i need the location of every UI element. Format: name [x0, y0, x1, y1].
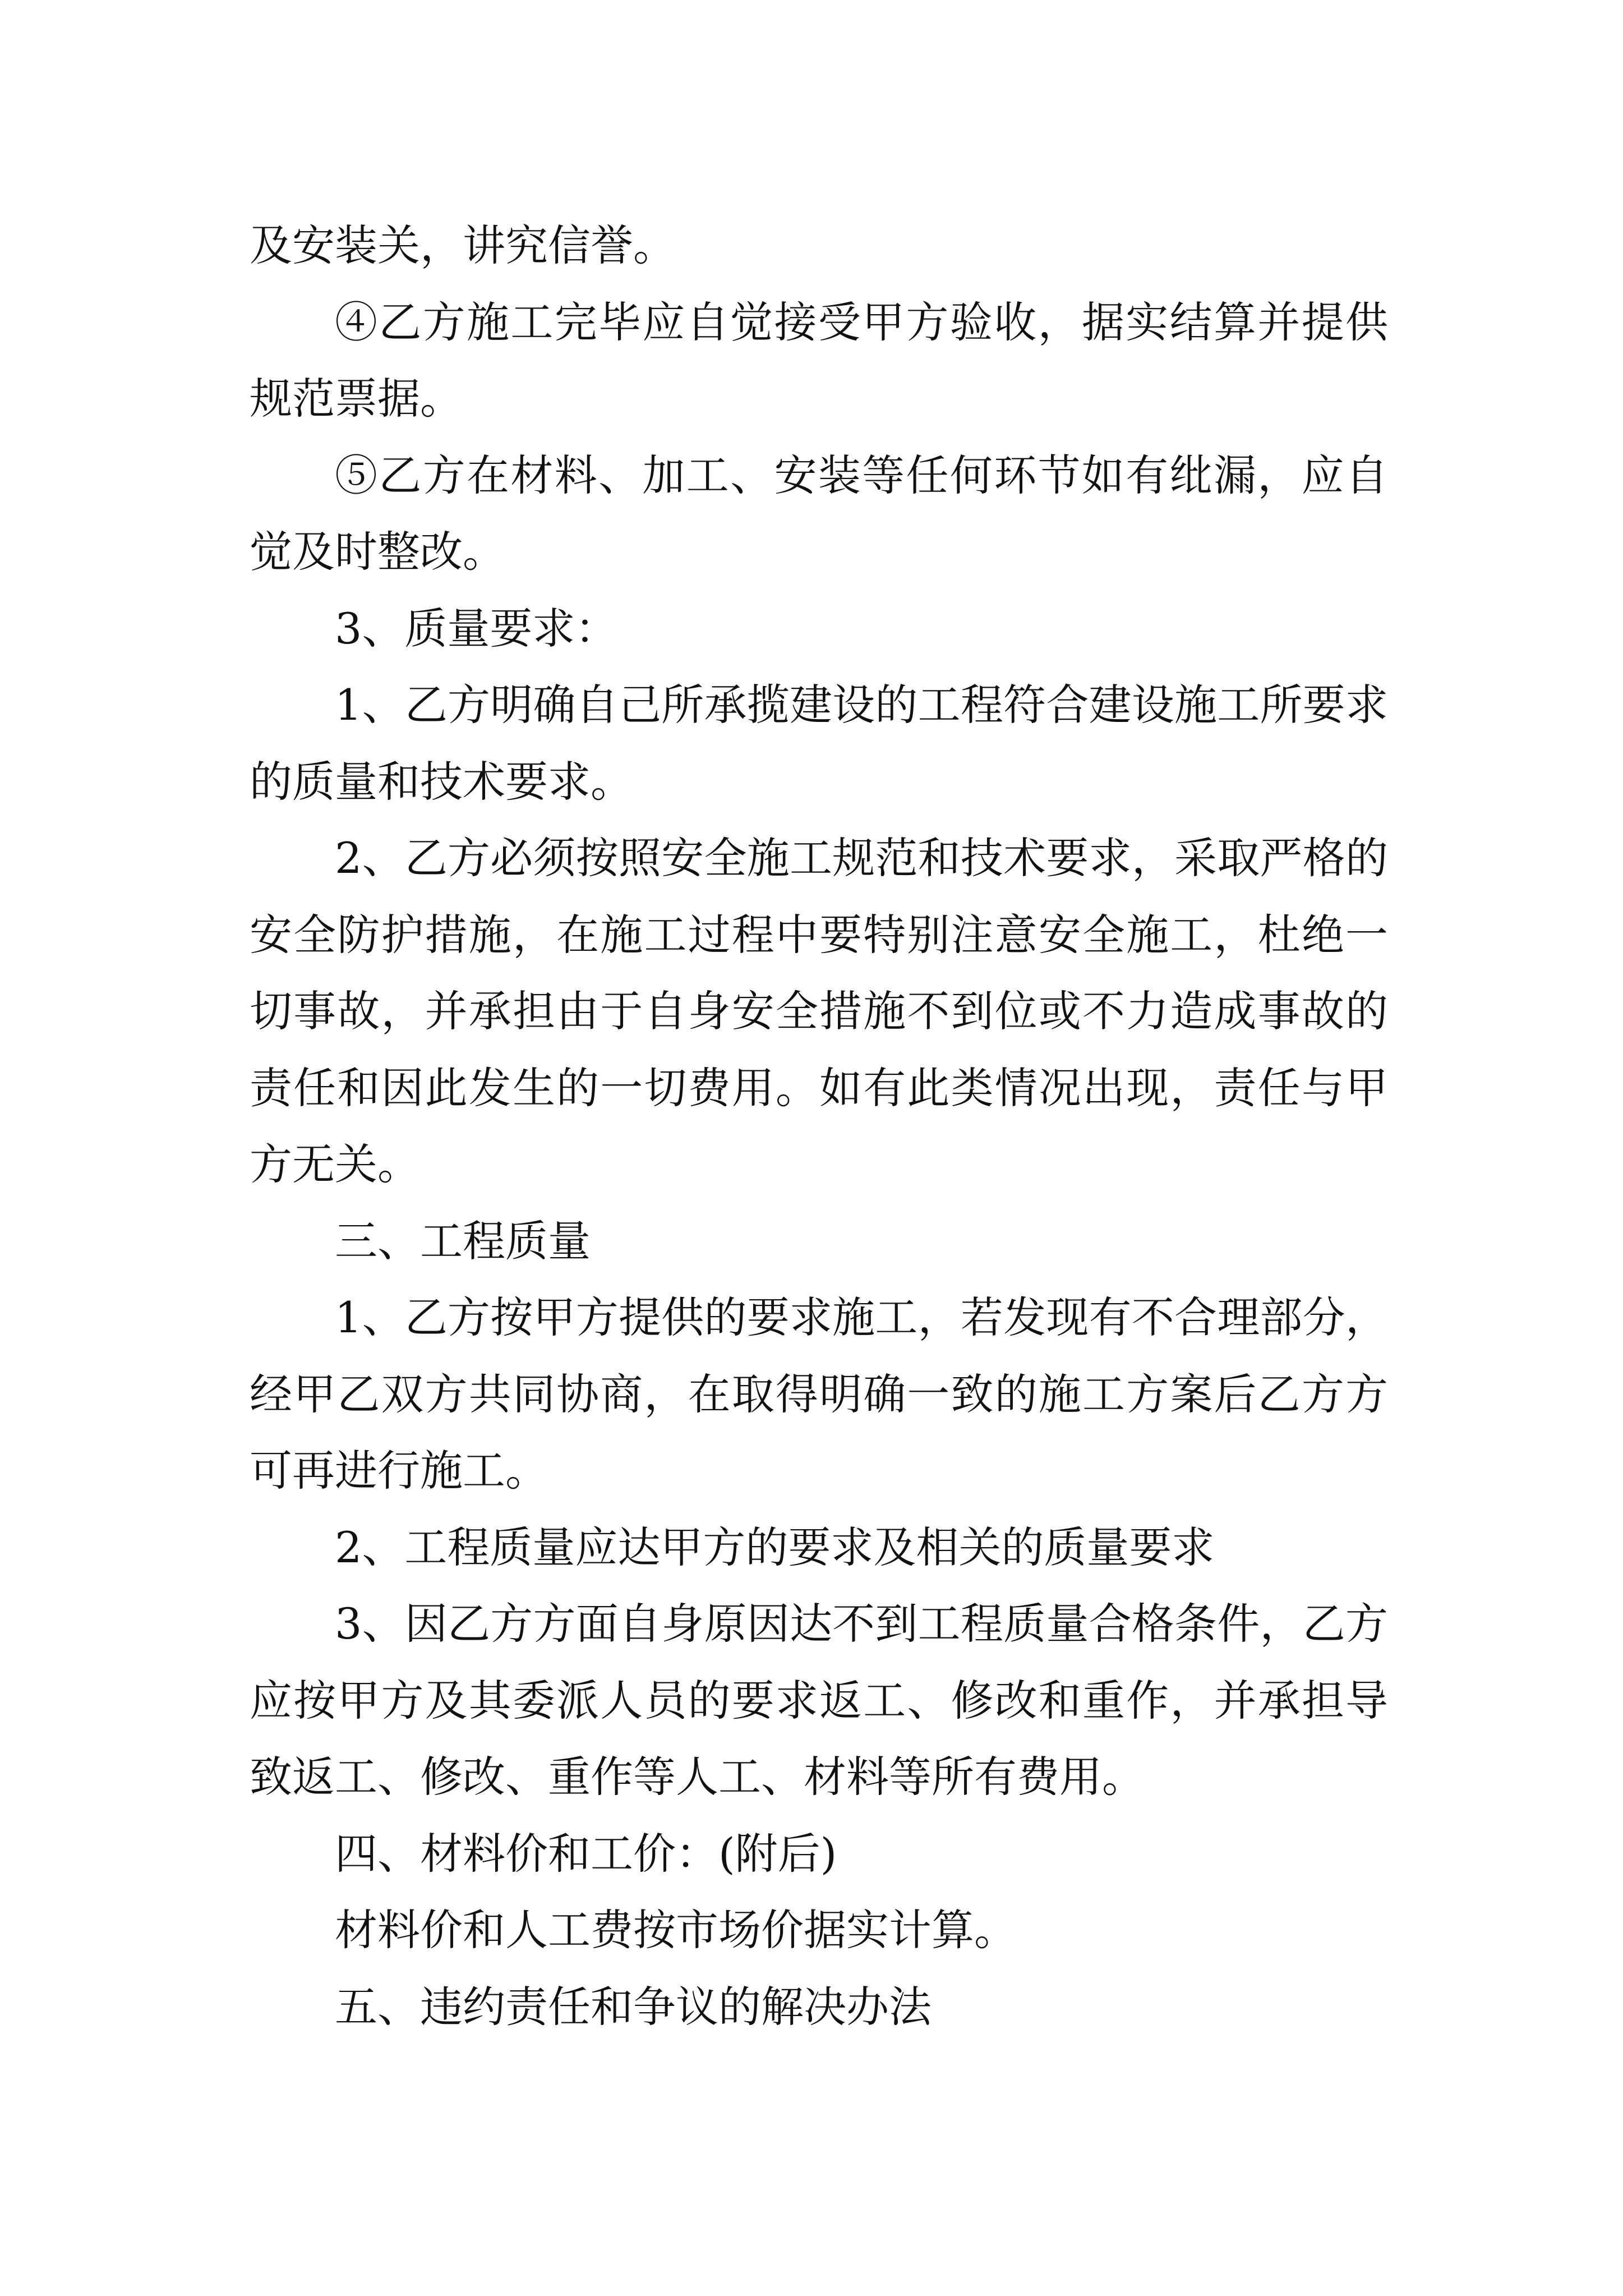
- paragraph-project-quality-3: 3、因乙方方面自身原因达不到工程质量合格条件，乙方应按甲方及其委派人员的要求返工、修改和重作，并承担导致返工、修改、重作等人工、材料等所有费用。: [250, 1599, 1388, 1802]
- paragraph-material-price: 材料价和人工费按市场价据实计算。: [335, 1905, 1017, 1955]
- section-heading-project-quality: 三、工程质量: [335, 1216, 591, 1266]
- section-heading-material-price: 四、材料价和工价：(附后): [335, 1828, 837, 1879]
- section-heading-liability: 五、违约责任和争议的解决办法: [335, 1981, 932, 2032]
- document-body: [250, 208, 1388, 2045]
- paragraph-install-integrity: 及安装关，讲究信誉。: [250, 220, 676, 270]
- paragraph-project-quality-1: 1、乙方按甲方提供的要求施工，若发现有不合理部分，经甲乙双方共同协商，在取得明确一致的施工方案后乙方方可再进行施工。: [250, 1292, 1388, 1496]
- paragraph-item-5-rectification: ⑤乙方在材料、加工、安装等任何环节如有纰漏，应自觉及时整改。: [250, 450, 1388, 577]
- section-heading-quality-requirements: 3、质量要求：: [335, 603, 618, 654]
- paragraph-quality-2-safety: 2、乙方必须按照安全施工规范和技术要求，采取严格的安全防护措施，在施工过程中要特别注意安全施工，杜绝一切事故，并承担由于自身安全措施不到位或不力造成事故的责任和因此发生的一切费用。如有此类情况出现，责任与甲方无关。: [250, 833, 1388, 1189]
- paragraph-quality-1: 1、乙方明确自己所承揽建设的工程符合建设施工所要求的质量和技术要求。: [250, 680, 1388, 807]
- paragraph-item-4-acceptance: ④乙方施工完毕应自觉接受甲方验收，据实结算并提供规范票据。: [250, 297, 1388, 424]
- paragraph-project-quality-2: 2、工程质量应达甲方的要求及相关的质量要求: [335, 1522, 1215, 1572]
